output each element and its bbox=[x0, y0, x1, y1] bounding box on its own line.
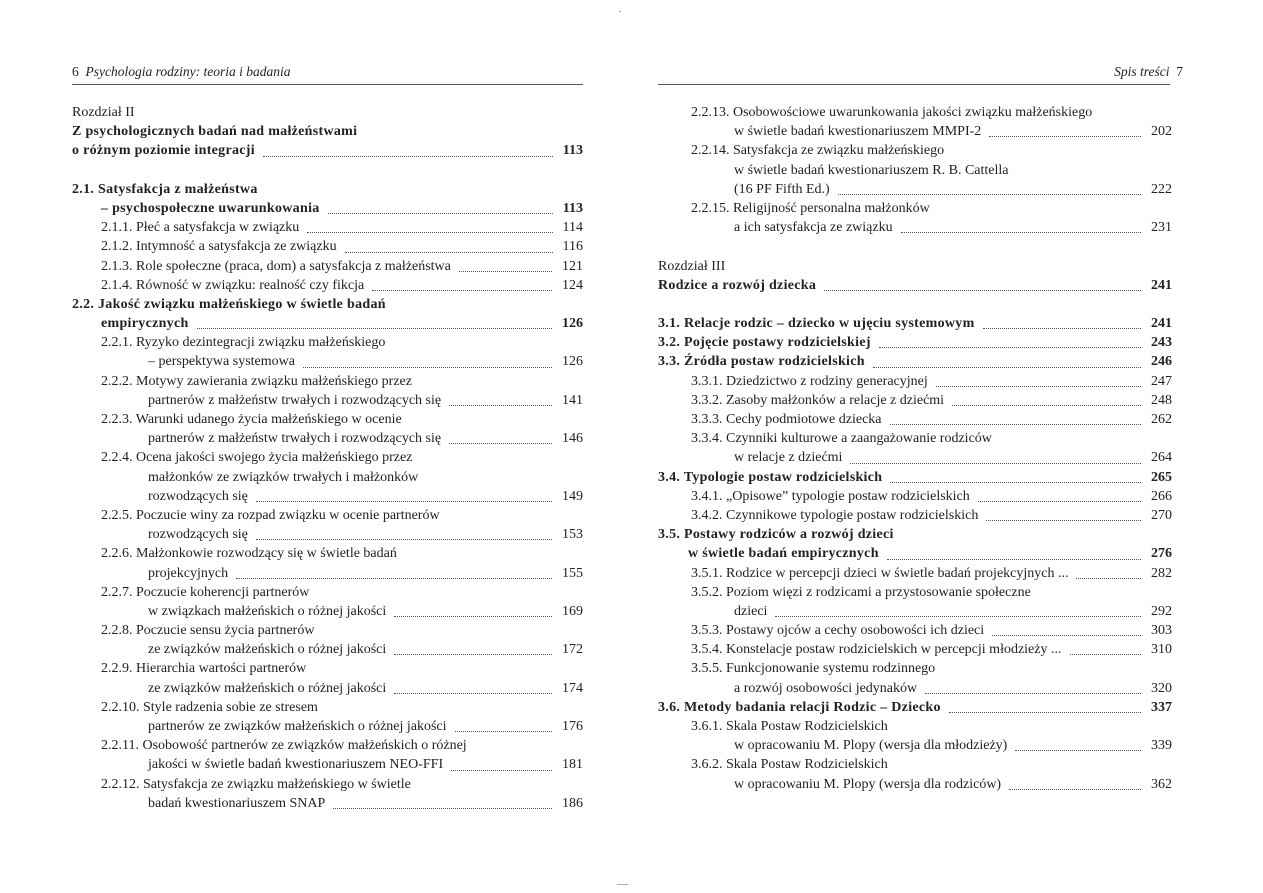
left-header-rule bbox=[72, 84, 583, 85]
toc-leader-dots bbox=[986, 520, 1141, 521]
toc-line bbox=[72, 755, 583, 774]
toc-entry-text: w świetle badań empirycznych bbox=[688, 546, 879, 562]
toc-entry-text: 3.5.5. Funkcjonowanie systemu rodzinnego bbox=[691, 661, 936, 677]
toc-page-number: 113 bbox=[562, 143, 583, 159]
toc-page-number: 202 bbox=[1151, 124, 1172, 140]
toc-line bbox=[72, 276, 583, 295]
toc-line bbox=[658, 448, 1172, 467]
toc-entry-text: 2.2.9. Hierarchia wartości partnerów bbox=[101, 661, 307, 677]
toc-leader-dots bbox=[328, 213, 553, 214]
toc-page-number: 339 bbox=[1151, 738, 1172, 754]
toc-entry-text: dzieci bbox=[734, 603, 768, 619]
toc-entry-text: ze związków małżeńskich o różnej jakości bbox=[148, 680, 387, 696]
toc-spacer bbox=[658, 295, 1172, 314]
toc-page-number: 310 bbox=[1151, 642, 1172, 658]
toc-page-number: 155 bbox=[562, 565, 583, 581]
toc-line bbox=[72, 794, 583, 813]
toc-leader-dots bbox=[1070, 654, 1141, 655]
toc-leader-dots bbox=[1015, 750, 1141, 751]
toc-leader-dots bbox=[236, 578, 552, 579]
toc-line bbox=[658, 468, 1172, 487]
toc-entry-text: 3.5.2. Poziom więzi z rodzicami a przystosowanie społeczne bbox=[691, 584, 1031, 600]
toc-page-number: 246 bbox=[1151, 354, 1172, 370]
toc-page-number: 149 bbox=[562, 488, 583, 504]
toc-entry-text: 3.6. Metody badania relacji Rodzic – Dziecko bbox=[658, 699, 941, 715]
toc-page-number: 248 bbox=[1151, 392, 1172, 408]
toc-entry-text: projekcyjnych bbox=[148, 565, 229, 581]
toc-page-number: 247 bbox=[1151, 373, 1172, 389]
toc-entry-text: 3.3.2. Zasoby małżonków a relacje z dziećmi bbox=[691, 392, 945, 408]
toc-leader-dots bbox=[992, 635, 1141, 636]
toc-entry-text: 2.2.13. Osobowościowe uwarunkowania jakości związku małżeńskiego bbox=[691, 105, 1093, 120]
toc-line bbox=[658, 410, 1172, 429]
toc-line bbox=[72, 314, 583, 333]
toc-leader-dots bbox=[345, 252, 553, 253]
toc-page-number: 241 bbox=[1151, 277, 1172, 293]
toc-leader-dots bbox=[925, 693, 1141, 694]
toc-line bbox=[72, 717, 583, 736]
toc-entry-text: 3.4.1. „Opisowe” typologie postaw rodzicielskich bbox=[691, 488, 970, 504]
toc-page-number: 264 bbox=[1151, 450, 1172, 466]
toc-entry-text: partnerów z małżeństw trwałych i rozwodzących się bbox=[148, 392, 442, 408]
toc-entry-text: a ich satysfakcja ze związku bbox=[734, 220, 893, 236]
toc-entry-text: 3.5.3. Postawy ojców a cechy osobowości ich dzieci bbox=[691, 623, 985, 639]
left-running-header bbox=[72, 64, 290, 80]
toc-page-number: 126 bbox=[562, 316, 583, 332]
toc-line bbox=[72, 141, 583, 160]
toc-leader-dots bbox=[394, 654, 552, 655]
toc-line bbox=[658, 257, 1172, 276]
toc-line bbox=[658, 372, 1172, 391]
toc-entry-text: 2.1.1. Płeć a satysfakcja w związku bbox=[101, 220, 300, 236]
toc-page-number: 181 bbox=[562, 757, 583, 773]
toc-line bbox=[72, 621, 583, 640]
toc-entry-text: badań kwestionariuszem SNAP bbox=[148, 795, 326, 811]
toc-line bbox=[658, 717, 1172, 736]
toc-line bbox=[72, 564, 583, 583]
toc-entry-text: (16 PF Fifth Ed.) bbox=[734, 181, 830, 197]
toc-line bbox=[72, 659, 583, 678]
left-page-number: 6 bbox=[72, 64, 79, 79]
toc-page-number: 169 bbox=[562, 603, 583, 619]
toc-leader-dots bbox=[879, 347, 1141, 348]
toc-line bbox=[72, 199, 583, 218]
toc-entry-text: Rozdział III bbox=[658, 258, 726, 274]
toc-page-number: 186 bbox=[562, 795, 583, 811]
toc-page-number: 121 bbox=[562, 258, 583, 274]
toc-page-number: 113 bbox=[562, 200, 583, 216]
toc-entry-text: jakości w świetle badań kwestionariuszem NEO-FFI bbox=[148, 757, 444, 773]
toc-leader-dots bbox=[936, 386, 1141, 387]
toc-line bbox=[658, 506, 1172, 525]
toc-line bbox=[72, 218, 583, 237]
toc-entry-text: partnerów ze związków małżeńskich o różnej jakości bbox=[148, 719, 447, 734]
toc-leader-dots bbox=[1076, 578, 1141, 579]
toc-entry-text: ze związków małżeńskich o różnej jakości bbox=[148, 642, 387, 658]
right-header-rule bbox=[658, 84, 1170, 85]
toc-line bbox=[72, 583, 583, 602]
toc-line bbox=[658, 659, 1172, 678]
toc-page-number: 174 bbox=[562, 680, 583, 696]
toc-entry-text: w relacje z dziećmi bbox=[734, 450, 843, 466]
toc-entry-text: 3.2. Pojęcie postawy rodzicielskiej bbox=[658, 335, 871, 351]
toc-page-number: 270 bbox=[1151, 507, 1172, 523]
toc-entry-text: 3.5.4. Konstelacje postaw rodzicielskich w percepcji młodzieży ... bbox=[691, 642, 1062, 658]
toc-leader-dots bbox=[978, 501, 1141, 502]
toc-leader-dots bbox=[449, 443, 552, 444]
toc-line bbox=[658, 122, 1172, 141]
toc-line bbox=[658, 698, 1172, 717]
toc-entry-text: 2.2.5. Poczucie winy za rozpad związku w ocenie partnerów bbox=[101, 507, 440, 523]
toc-line bbox=[658, 602, 1172, 621]
toc-line bbox=[72, 429, 583, 448]
toc-leader-dots bbox=[449, 405, 552, 406]
toc-line bbox=[658, 755, 1172, 774]
toc-leader-dots bbox=[887, 559, 1141, 560]
toc-entry-text: 3.1. Relacje rodzic – dziecko w ujęciu systemowym bbox=[658, 316, 975, 332]
toc-page-number: 337 bbox=[1151, 699, 1172, 715]
toc-line bbox=[72, 506, 583, 525]
toc-leader-dots bbox=[983, 328, 1141, 329]
toc-page-number: 114 bbox=[562, 220, 583, 236]
toc-page-number: 276 bbox=[1151, 546, 1172, 562]
toc-leader-dots bbox=[256, 501, 552, 502]
toc-page-number: 153 bbox=[562, 527, 583, 543]
toc-leader-dots bbox=[949, 712, 1141, 713]
toc-spacer bbox=[72, 161, 583, 180]
toc-page-number: 282 bbox=[1151, 565, 1172, 581]
toc-line bbox=[658, 564, 1172, 583]
toc-leader-dots bbox=[372, 290, 552, 291]
toc-entry-text: 3.5. Postawy rodziców a rozwój dzieci bbox=[658, 527, 894, 543]
toc-entry-text: 3.3.4. Czynniki kulturowe a zaangażowanie rodziców bbox=[691, 431, 992, 447]
toc-line bbox=[72, 487, 583, 506]
toc-entry-text: o różnym poziomie integracji bbox=[72, 143, 255, 159]
toc-line bbox=[658, 679, 1172, 698]
toc-line bbox=[72, 122, 583, 141]
toc-leader-dots bbox=[263, 156, 553, 157]
toc-entry-text: Z psychologicznych badań nad małżeństwami bbox=[72, 124, 358, 140]
toc-leader-dots bbox=[901, 232, 1141, 233]
toc-line bbox=[72, 775, 583, 794]
right-page-number: 7 bbox=[1176, 64, 1183, 79]
toc-entry-text: 3.6.2. Skala Postaw Rodzicielskich bbox=[691, 757, 888, 773]
toc-line bbox=[658, 487, 1172, 506]
toc-line bbox=[72, 352, 583, 371]
toc-entry-text: 2.1. Satysfakcja z małżeństwa bbox=[72, 181, 258, 197]
toc-entry-text: a rozwój osobowości jedynaków bbox=[734, 680, 918, 696]
toc-leader-dots bbox=[838, 194, 1141, 195]
toc-line bbox=[72, 640, 583, 659]
toc-entry-text: 2.2.7. Poczucie koherencji partnerów bbox=[101, 584, 310, 600]
left-toc bbox=[72, 103, 583, 813]
toc-entry-text: rozwodzących się bbox=[148, 527, 248, 543]
toc-leader-dots bbox=[989, 136, 1141, 137]
toc-line bbox=[658, 276, 1172, 295]
toc-leader-dots bbox=[197, 328, 552, 329]
toc-entry-text: 2.2.2. Motywy zawierania związku małżeńskiego przez bbox=[101, 373, 412, 389]
toc-line bbox=[72, 410, 583, 429]
left-header-title: Psychologia rodziny: teoria i badania bbox=[85, 64, 291, 79]
toc-page-number: 141 bbox=[562, 392, 583, 408]
toc-page-number: 176 bbox=[562, 719, 583, 734]
toc-entry-text: Rozdział II bbox=[72, 105, 135, 120]
toc-entry-text: 3.6.1. Skala Postaw Rodzicielskich bbox=[691, 719, 888, 734]
toc-leader-dots bbox=[459, 271, 552, 272]
toc-line bbox=[658, 141, 1172, 160]
toc-entry-text: – psychospołeczne uwarunkowania bbox=[101, 200, 320, 216]
toc-entry-text: 2.1.4. Równość w związku: realność czy fikcja bbox=[101, 277, 365, 293]
toc-leader-dots bbox=[394, 693, 552, 694]
toc-line bbox=[658, 333, 1172, 352]
toc-entry-text: 2.2.11. Osobowość partnerów ze związków małżeńskich o różnej bbox=[101, 738, 467, 754]
toc-line bbox=[72, 180, 583, 199]
toc-page-number: 231 bbox=[1151, 220, 1172, 236]
toc-entry-text: 2.1.2. Intymność a satysfakcja ze związku bbox=[101, 239, 337, 255]
toc-leader-dots bbox=[455, 731, 552, 732]
toc-line bbox=[658, 199, 1172, 218]
toc-line bbox=[658, 103, 1172, 122]
toc-line bbox=[72, 448, 583, 467]
toc-leader-dots bbox=[1009, 789, 1141, 790]
toc-page-number: 292 bbox=[1151, 603, 1172, 619]
toc-page-number: 222 bbox=[1151, 181, 1172, 197]
toc-line bbox=[72, 679, 583, 698]
gutter-tick-bottom: — bbox=[617, 878, 628, 890]
toc-line bbox=[658, 583, 1172, 602]
toc-line bbox=[72, 525, 583, 544]
toc-leader-dots bbox=[890, 482, 1141, 483]
toc-entry-text: 3.4. Typologie postaw rodzicielskich bbox=[658, 469, 883, 485]
toc-entry-text: 2.2.1. Ryzyko dezintegracji związku małżeńskiego bbox=[101, 335, 386, 351]
toc-line bbox=[72, 372, 583, 391]
toc-entry-text: 3.5.1. Rodzice w percepcji dzieci w świetle badań projekcyjnych ... bbox=[691, 565, 1069, 581]
toc-leader-dots bbox=[824, 290, 1141, 291]
toc-line bbox=[72, 237, 583, 256]
toc-entry-text: 3.3.1. Dziedzictwo z rodziny generacyjnej bbox=[691, 373, 928, 389]
toc-leader-dots bbox=[775, 616, 1141, 617]
toc-entry-text: 2.2.4. Ocena jakości swojego życia małżeńskiego przez bbox=[101, 450, 413, 466]
toc-line bbox=[658, 161, 1172, 180]
toc-line bbox=[658, 391, 1172, 410]
toc-page-number: 116 bbox=[562, 239, 583, 255]
toc-entry-text: – perspektywa systemowa bbox=[148, 354, 295, 370]
right-toc bbox=[658, 103, 1172, 794]
toc-entry-text: 3.3.3. Cechy podmiotowe dziecka bbox=[691, 412, 882, 427]
toc-entry-text: w związkach małżeńskich o różnej jakości bbox=[148, 603, 387, 619]
toc-entry-text: 2.2. Jakość związku małżeńskiego w świetle badań bbox=[72, 296, 386, 312]
toc-leader-dots bbox=[451, 770, 552, 771]
toc-line bbox=[658, 352, 1172, 371]
toc-page-number: 172 bbox=[562, 642, 583, 658]
toc-leader-dots bbox=[256, 539, 552, 540]
toc-line bbox=[658, 218, 1172, 237]
right-header-title: Spis treści bbox=[1114, 64, 1170, 79]
toc-page-number: 243 bbox=[1151, 335, 1172, 351]
toc-leader-dots bbox=[890, 424, 1141, 425]
toc-entry-text: 2.2.8. Poczucie sensu życia partnerów bbox=[101, 623, 315, 639]
toc-line bbox=[72, 391, 583, 410]
toc-entry-text: w opracowaniu M. Plopy (wersja dla rodziców) bbox=[734, 776, 1002, 792]
toc-leader-dots bbox=[333, 808, 552, 809]
toc-entry-text: w opracowaniu M. Plopy (wersja dla młodzieży) bbox=[734, 738, 1008, 754]
toc-line bbox=[72, 295, 583, 314]
toc-entry-text: 2.2.14. Satysfakcja ze związku małżeńskiego bbox=[691, 143, 945, 159]
toc-line bbox=[658, 314, 1172, 333]
toc-entry-text: 2.2.15. Religijność personalna małżonków bbox=[691, 200, 930, 216]
toc-entry-text: 2.1.3. Role społeczne (praca, dom) a satysfakcja z małżeństwa bbox=[101, 258, 451, 274]
toc-line bbox=[658, 736, 1172, 755]
toc-entry-text: 3.4.2. Czynnikowe typologie postaw rodzicielskich bbox=[691, 507, 979, 523]
left-page bbox=[0, 0, 620, 893]
toc-spacer bbox=[658, 237, 1172, 256]
toc-entry-text: w świetle badań kwestionariuszem R. B. Cattella bbox=[734, 162, 1009, 178]
right-running-header bbox=[1114, 64, 1183, 80]
toc-page-number: 362 bbox=[1151, 776, 1172, 792]
toc-line bbox=[658, 525, 1172, 544]
toc-entry-text: 2.2.6. Małżonkowie rozwodzący się w świetle badań bbox=[101, 546, 397, 562]
toc-leader-dots bbox=[394, 616, 552, 617]
toc-page-number: 265 bbox=[1151, 469, 1172, 485]
toc-line bbox=[72, 544, 583, 563]
toc-entry-text: 2.2.12. Satysfakcja ze związku małżeńskiego w świetle bbox=[101, 776, 411, 792]
toc-entry-text: małżonków ze związków trwałych i małżonków bbox=[148, 469, 419, 485]
toc-entry-text: 3.3. Źródła postaw rodzicielskich bbox=[658, 354, 865, 370]
toc-entry-text: w świetle badań kwestionariuszem MMPI-2 bbox=[734, 124, 982, 140]
toc-line bbox=[72, 602, 583, 621]
toc-entry-text: Rodzice a rozwój dziecka bbox=[658, 277, 817, 293]
toc-page-number: 303 bbox=[1151, 623, 1172, 639]
toc-line bbox=[72, 103, 583, 122]
toc-line bbox=[658, 180, 1172, 199]
toc-entry-text: 2.2.10. Style radzenia sobie ze stresem bbox=[101, 699, 318, 715]
toc-page-number: 241 bbox=[1151, 316, 1172, 332]
toc-line bbox=[72, 698, 583, 717]
toc-page-number: 266 bbox=[1151, 488, 1172, 504]
toc-leader-dots bbox=[850, 463, 1141, 464]
toc-leader-dots bbox=[303, 367, 552, 368]
toc-line bbox=[658, 775, 1172, 794]
toc-page-number: 262 bbox=[1151, 412, 1172, 427]
toc-line bbox=[72, 257, 583, 276]
toc-entry-text: empirycznych bbox=[101, 316, 189, 332]
toc-line bbox=[658, 640, 1172, 659]
toc-line bbox=[72, 468, 583, 487]
toc-page-number: 320 bbox=[1151, 680, 1172, 696]
gutter-tick-top: · bbox=[618, 6, 622, 18]
toc-entry-text: 2.2.3. Warunki udanego życia małżeńskiego w ocenie bbox=[101, 412, 402, 427]
toc-leader-dots bbox=[307, 232, 553, 233]
toc-leader-dots bbox=[873, 367, 1141, 368]
toc-entry-text: rozwodzących się bbox=[148, 488, 248, 504]
toc-line bbox=[658, 621, 1172, 640]
toc-leader-dots bbox=[952, 405, 1141, 406]
toc-page-number: 146 bbox=[562, 431, 583, 447]
toc-line bbox=[72, 736, 583, 755]
toc-page-number: 126 bbox=[562, 354, 583, 370]
toc-line bbox=[658, 544, 1172, 563]
toc-entry-text: partnerów z małżeństw trwałych i rozwodzących się bbox=[148, 431, 442, 447]
toc-line bbox=[658, 429, 1172, 448]
toc-line bbox=[72, 333, 583, 352]
right-page bbox=[640, 0, 1263, 893]
toc-page-number: 124 bbox=[562, 277, 583, 293]
